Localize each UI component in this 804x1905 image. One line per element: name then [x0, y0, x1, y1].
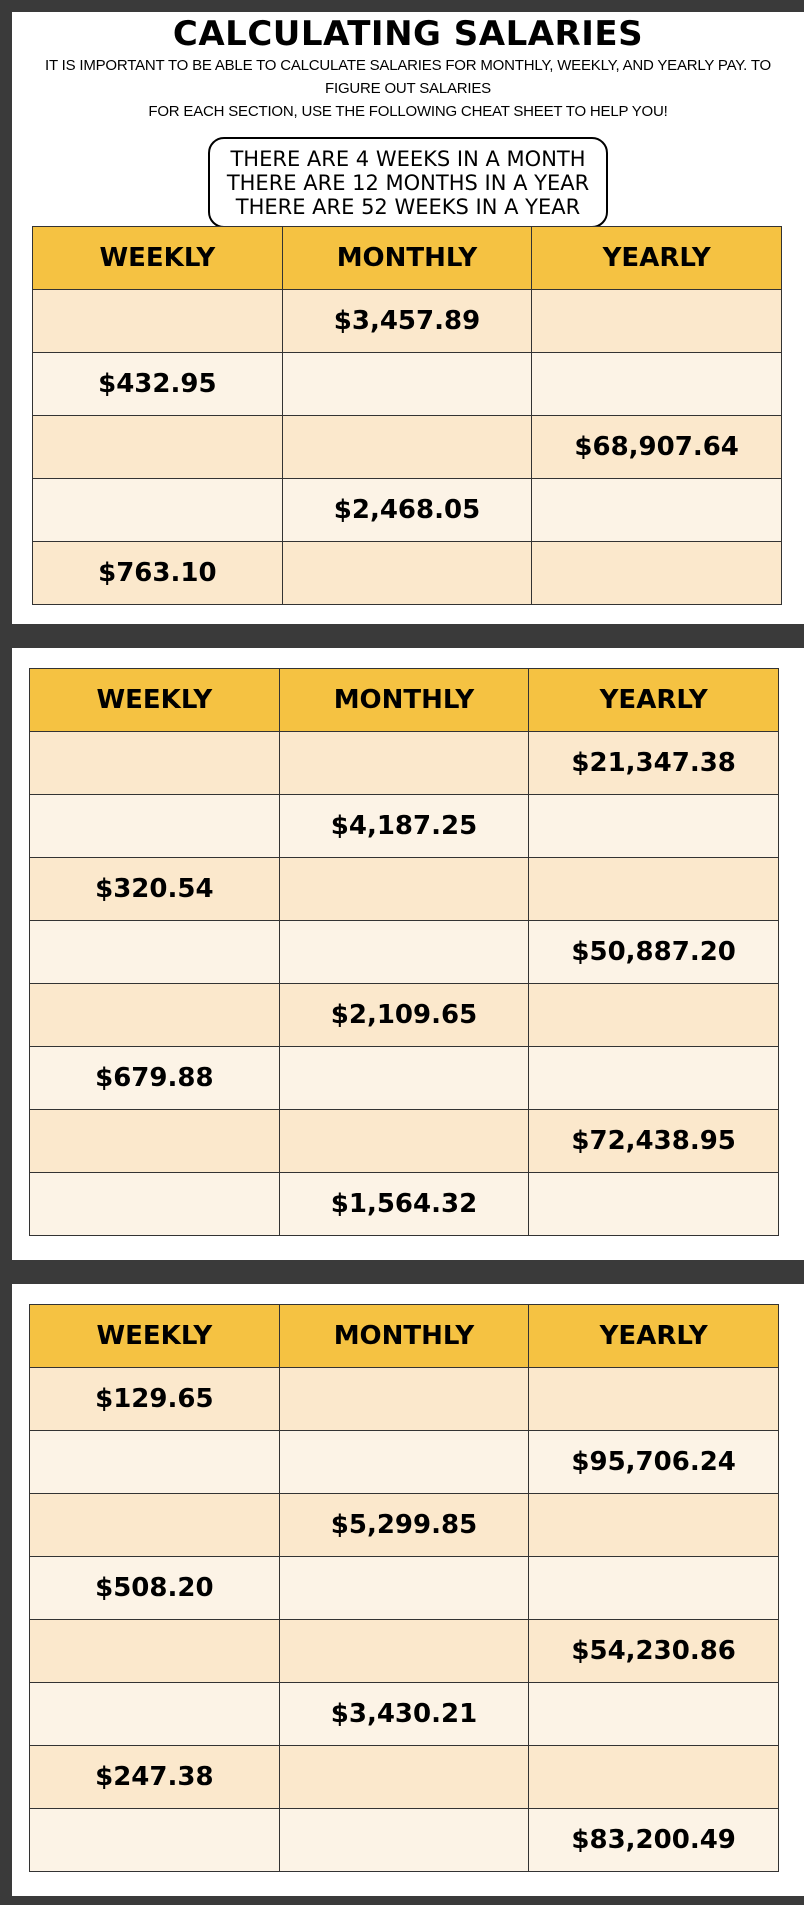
salary-cell-weekly: $320.54 — [30, 858, 280, 921]
salary-cell-weekly — [30, 984, 280, 1047]
salary-cell-weekly: $432.95 — [33, 353, 283, 416]
salary-cell-weekly — [33, 416, 283, 479]
salary-cell-monthly — [279, 1110, 529, 1173]
salary-cell-weekly: $763.10 — [33, 542, 283, 605]
salary-cell-monthly — [282, 416, 532, 479]
salary-cell-weekly — [30, 732, 280, 795]
salary-cell-yearly — [529, 1494, 779, 1557]
salary-cell-monthly: $2,468.05 — [282, 479, 532, 542]
salary-cell-yearly: $50,887.20 — [529, 921, 779, 984]
salary-cell-yearly — [532, 479, 782, 542]
table-row — [30, 795, 779, 858]
salary-cell-weekly — [30, 1173, 280, 1236]
salary-cell-monthly — [279, 1746, 529, 1809]
header-row — [33, 227, 782, 290]
column-header-yearly: YEARLY — [529, 669, 779, 732]
table-row — [30, 1746, 779, 1809]
column-header-weekly: WEEKLY — [30, 669, 280, 732]
salary-cell-monthly — [279, 732, 529, 795]
salary-cell-yearly: $83,200.49 — [529, 1809, 779, 1872]
salary-table-3 — [29, 1304, 779, 1872]
salary-cell-yearly — [529, 1047, 779, 1110]
table-row — [33, 542, 782, 605]
salary-cell-weekly: $679.88 — [30, 1047, 280, 1110]
salary-cell-monthly — [282, 542, 532, 605]
table-row — [30, 732, 779, 795]
worksheet-page-1 — [12, 12, 804, 624]
table-row — [30, 921, 779, 984]
salary-cell-weekly: $247.38 — [30, 1746, 280, 1809]
salary-cell-monthly — [279, 1368, 529, 1431]
salary-cell-monthly — [279, 921, 529, 984]
salary-cell-yearly — [529, 1557, 779, 1620]
intro-text — [18, 54, 798, 123]
intro-line-2: FOR EACH SECTION, USE THE FOLLOWING CHEAT SHEET TO HELP YOU! — [148, 103, 668, 120]
column-header-weekly: WEEKLY — [33, 227, 283, 290]
salary-cell-monthly: $2,109.65 — [279, 984, 529, 1047]
column-header-monthly: MONTHLY — [282, 227, 532, 290]
salary-cell-monthly: $3,430.21 — [279, 1683, 529, 1746]
column-header-yearly: YEARLY — [529, 1305, 779, 1368]
salary-cell-yearly — [529, 1746, 779, 1809]
salary-cell-yearly — [532, 542, 782, 605]
column-header-monthly: MONTHLY — [279, 1305, 529, 1368]
salary-cell-monthly: $3,457.89 — [282, 290, 532, 353]
table-row — [30, 1683, 779, 1746]
salary-cell-monthly — [279, 1620, 529, 1683]
salary-cell-weekly: $129.65 — [30, 1368, 280, 1431]
salary-cell-weekly — [33, 479, 283, 542]
table-row — [30, 1557, 779, 1620]
table-row — [33, 416, 782, 479]
header-row — [30, 1305, 779, 1368]
salary-cell-monthly: $4,187.25 — [279, 795, 529, 858]
salary-cell-weekly — [30, 1620, 280, 1683]
salary-cell-weekly — [33, 290, 283, 353]
salary-cell-weekly — [30, 1431, 280, 1494]
salary-cell-yearly — [529, 1368, 779, 1431]
salary-cell-monthly: $5,299.85 — [279, 1494, 529, 1557]
column-header-monthly: MONTHLY — [279, 669, 529, 732]
salary-cell-yearly — [532, 353, 782, 416]
salary-cell-weekly — [30, 1683, 280, 1746]
salary-cell-yearly: $95,706.24 — [529, 1431, 779, 1494]
salary-cell-yearly — [529, 1173, 779, 1236]
salary-cell-yearly: $68,907.64 — [532, 416, 782, 479]
table-row — [30, 1431, 779, 1494]
table-row — [30, 1173, 779, 1236]
salary-cell-monthly — [279, 1047, 529, 1110]
salary-cell-monthly — [279, 1431, 529, 1494]
salary-cell-yearly: $54,230.86 — [529, 1620, 779, 1683]
salary-cell-weekly — [30, 795, 280, 858]
table-row — [30, 1047, 779, 1110]
column-header-weekly: WEEKLY — [30, 1305, 280, 1368]
worksheet-page-3 — [12, 1284, 804, 1896]
cheat-sheet-box — [208, 137, 608, 228]
salary-cell-yearly: $21,347.38 — [529, 732, 779, 795]
cheat-line-months-year: THERE ARE 12 MONTHS IN A YEAR — [226, 171, 590, 195]
salary-cell-weekly — [30, 1809, 280, 1872]
salary-cell-weekly — [30, 1110, 280, 1173]
salary-cell-weekly — [30, 1494, 280, 1557]
salary-cell-monthly — [279, 1557, 529, 1620]
header-row — [30, 669, 779, 732]
table-row — [30, 858, 779, 921]
salary-cell-yearly: $72,438.95 — [529, 1110, 779, 1173]
table-row — [33, 290, 782, 353]
page-title: CALCULATING SALARIES — [172, 14, 644, 54]
table-row — [30, 1620, 779, 1683]
salary-cell-weekly: $508.20 — [30, 1557, 280, 1620]
salary-cell-yearly — [532, 290, 782, 353]
cheat-line-weeks-year: THERE ARE 52 WEEKS IN A YEAR — [235, 195, 581, 219]
worksheet-page-2 — [12, 648, 804, 1260]
table-row — [30, 984, 779, 1047]
salary-cell-yearly — [529, 1683, 779, 1746]
salary-cell-monthly — [279, 858, 529, 921]
table-row — [30, 1110, 779, 1173]
salary-table-1 — [32, 226, 782, 605]
salary-cell-yearly — [529, 858, 779, 921]
salary-cell-monthly: $1,564.32 — [279, 1173, 529, 1236]
table-row — [33, 479, 782, 542]
table-row — [30, 1494, 779, 1557]
table-row — [30, 1368, 779, 1431]
column-header-yearly: YEARLY — [532, 227, 782, 290]
intro-line-1: IT IS IMPORTANT TO BE ABLE TO CALCULATE SALARIES FOR MONTHLY, WEEKLY, AND YEARLY PAY. TO FIGURE OUT SALARIES — [45, 57, 771, 97]
salary-cell-monthly — [282, 353, 532, 416]
salary-cell-monthly — [279, 1809, 529, 1872]
salary-table-2 — [29, 668, 779, 1236]
table-row — [33, 353, 782, 416]
salary-cell-yearly — [529, 795, 779, 858]
cheat-line-weeks-month: THERE ARE 4 WEEKS IN A MONTH — [230, 147, 586, 171]
salary-cell-yearly — [529, 984, 779, 1047]
salary-cell-weekly — [30, 921, 280, 984]
table-row — [30, 1809, 779, 1872]
